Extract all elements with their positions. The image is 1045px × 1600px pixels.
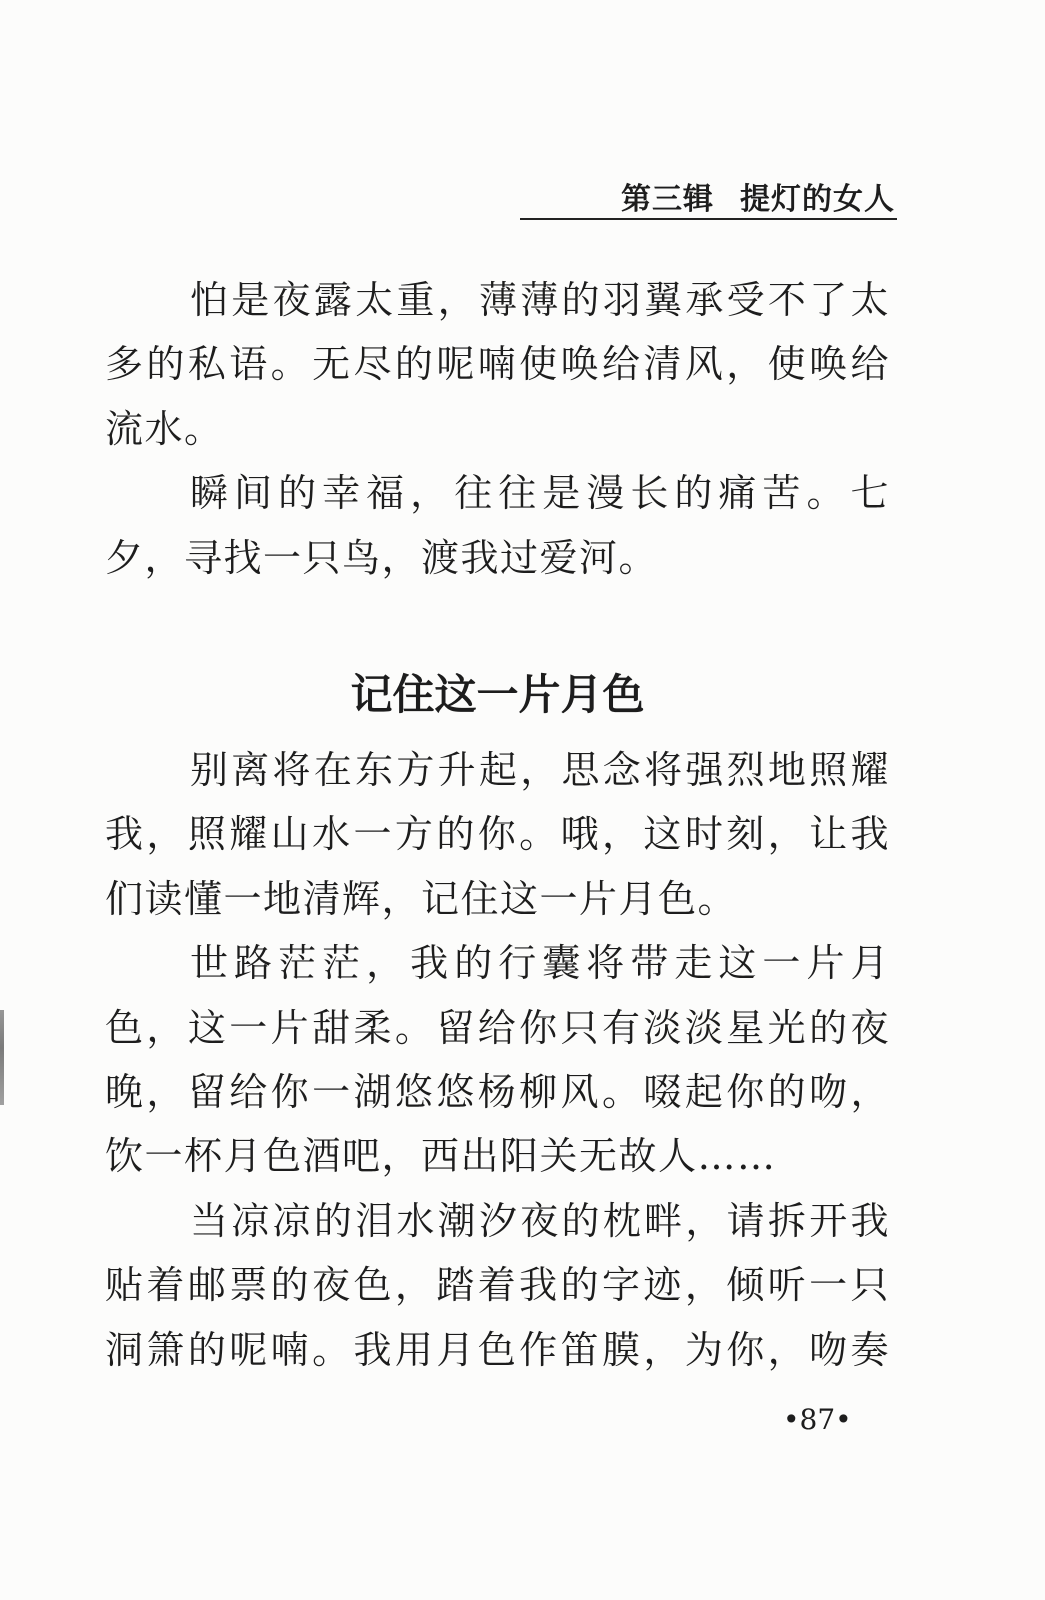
page-number: •87• <box>783 1403 852 1436</box>
paragraph <box>105 268 890 461</box>
previous-piece-text <box>105 268 890 590</box>
paragraph <box>105 931 890 1189</box>
text-line: 晚，留给你一湖悠悠杨柳风。啜起你的吻， <box>105 1069 890 1114</box>
article-title: 记住这一片月色 <box>350 670 645 719</box>
article-body <box>105 738 890 1382</box>
text-line: 我，照耀山水一方的你。哦，这时刻，让我 <box>105 812 890 857</box>
text-line: 怕是夜露太重，薄薄的羽翼承受不了太 <box>190 278 890 322</box>
text-line: 流水。 <box>105 406 224 451</box>
text-line: 们读懂一地清辉，记住这一片月色。 <box>105 876 738 921</box>
paragraph <box>105 1189 890 1382</box>
text-line: 多的私语。无尽的呢喃使唤给清风，使唤给 <box>105 342 890 387</box>
text-line: 当凉凉的泪水潮汐夜的枕畔，请拆开我 <box>190 1198 890 1243</box>
text-line: 别离将在东方升起，思念将强烈地照耀 <box>190 748 890 792</box>
text-line: 色，这一片甜柔。留给你只有淡淡星光的夜 <box>105 1005 890 1050</box>
text-line: 饮一杯月色酒吧，西出阳关无故人…… <box>105 1134 777 1179</box>
text-line: 贴着邮票的夜色，踏着我的字迹，倾听一只 <box>105 1263 890 1308</box>
text-line: 夕，寻找一只鸟，渡我过爱河。 <box>105 535 659 580</box>
text-line: 世路茫茫，我的行囊将带走这一片月 <box>190 941 890 986</box>
scan-edge-mark <box>0 1010 4 1105</box>
running-header-section: 第三辑 <box>621 182 714 217</box>
paragraph <box>105 461 890 590</box>
header-rule <box>520 218 897 220</box>
running-header <box>621 180 895 220</box>
text-line: 洞箫的呢喃。我用月色作笛膜，为你，吻奏 <box>105 1327 890 1372</box>
paragraph <box>105 738 890 931</box>
running-header-title: 提灯的女人 <box>740 182 895 217</box>
text-line: 瞬间的幸福，往往是漫长的痛苦。七 <box>190 471 890 516</box>
